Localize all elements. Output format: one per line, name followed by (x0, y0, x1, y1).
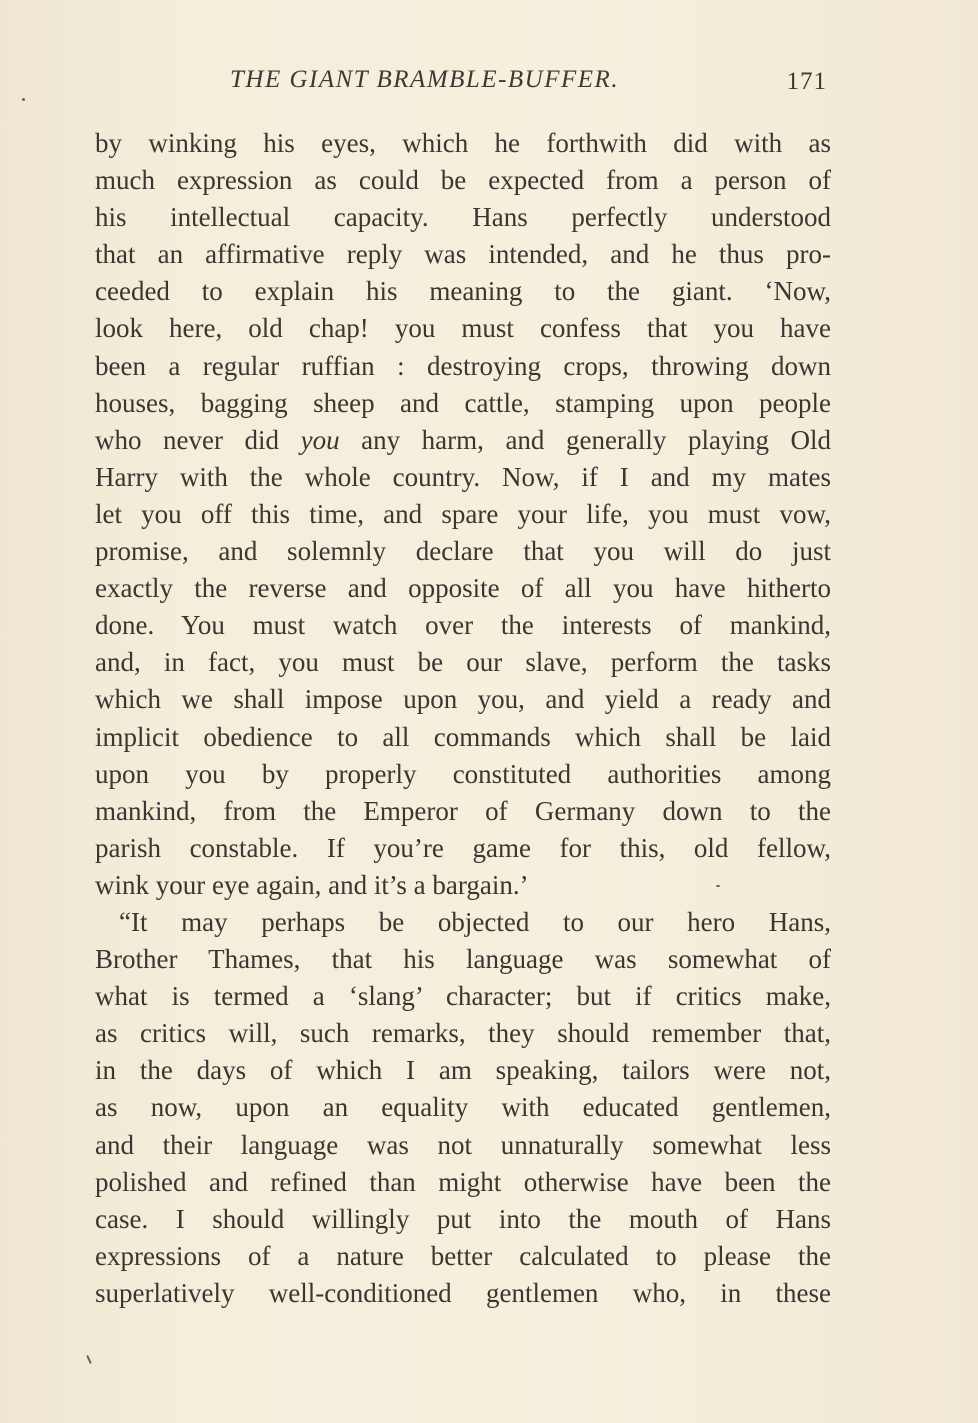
print-speck (716, 885, 720, 887)
running-head (95, 66, 835, 102)
text-line: promise, and solemnly declare that you will do just (95, 536, 831, 567)
text-line: let you off this time, and spare your life, you must vow, (95, 498, 831, 529)
text-line: case. I should willingly put into the mouth of Hans (95, 1203, 831, 1234)
text-line: look here, old chap! you must confess that you have (95, 313, 831, 344)
body-text (95, 125, 831, 1312)
text-line: expressions of a nature better calculated to please the (95, 1240, 831, 1271)
text-line: implicit obedience to all commands which shall be laid (95, 721, 831, 752)
text-line: by winking his eyes, which he forthwith did with as (95, 128, 831, 158)
text-line: as critics will, such remarks, they should remember that, (95, 1018, 831, 1049)
text-line: ceeded to explain his meaning to the giant. ‘Now, (95, 276, 831, 307)
text-line: exactly the reverse and opposite of all you have hitherto (95, 573, 831, 604)
text-line: and their language was not unnaturally somewhat less (95, 1129, 831, 1160)
text-line: Brother Thames, that his language was somewhat of (95, 944, 831, 975)
text-line: been a regular ruffian : destroying crops, throwing down (95, 350, 831, 381)
paragraph-end-line: wink your eye again, and it’s a bargain.’ (95, 869, 529, 900)
text-segment: who never did (95, 424, 301, 455)
text-line: much expression as could be expected from a person of (95, 165, 831, 196)
text-line: his intellectual capacity. Hans perfectly understood (95, 202, 831, 233)
text-line (95, 422, 831, 459)
text-line: done. You must watch over the interests of mankind, (95, 610, 831, 641)
text-line: as now, upon an equality with educated gentlemen, (95, 1092, 831, 1123)
text-line: superlatively well-conditioned gentlemen who, in these (95, 1277, 831, 1308)
text-line: houses, bagging sheep and cattle, stamping upon people (95, 387, 831, 418)
page-number: 171 (786, 68, 827, 95)
print-speck (22, 98, 25, 101)
text-line: upon you by properly constituted authorities among (95, 758, 831, 789)
text-line: mankind, from the Emperor of Germany down to the (95, 795, 831, 826)
text-line: what is termed a ‘slang’ character; but if critics make, (95, 981, 831, 1012)
text-line: and, in fact, you must be our slave, perform the tasks (95, 647, 831, 678)
text-line: which we shall impose upon you, and yield a ready and (95, 684, 831, 715)
paragraph-start-line: “It may perhaps be objected to our hero Hans, (119, 906, 831, 937)
emphasized-word: you (300, 424, 340, 455)
text-line: that an affirmative reply was intended, and he thus pro- (95, 239, 831, 270)
print-speck (86, 1355, 92, 1364)
text-line: Harry with the whole country. Now, if I and my mates (95, 461, 831, 492)
text-line: parish constable. If you’re game for this, old fellow, (95, 832, 831, 863)
text-line: polished and refined than might otherwise have been the (95, 1166, 831, 1197)
text-segment: any harm, and generally playing Old (339, 424, 831, 455)
text-line: in the days of which I am speaking, tailors were not, (95, 1055, 831, 1086)
running-title: THE GIANT BRAMBLE-BUFFER. (230, 66, 620, 93)
